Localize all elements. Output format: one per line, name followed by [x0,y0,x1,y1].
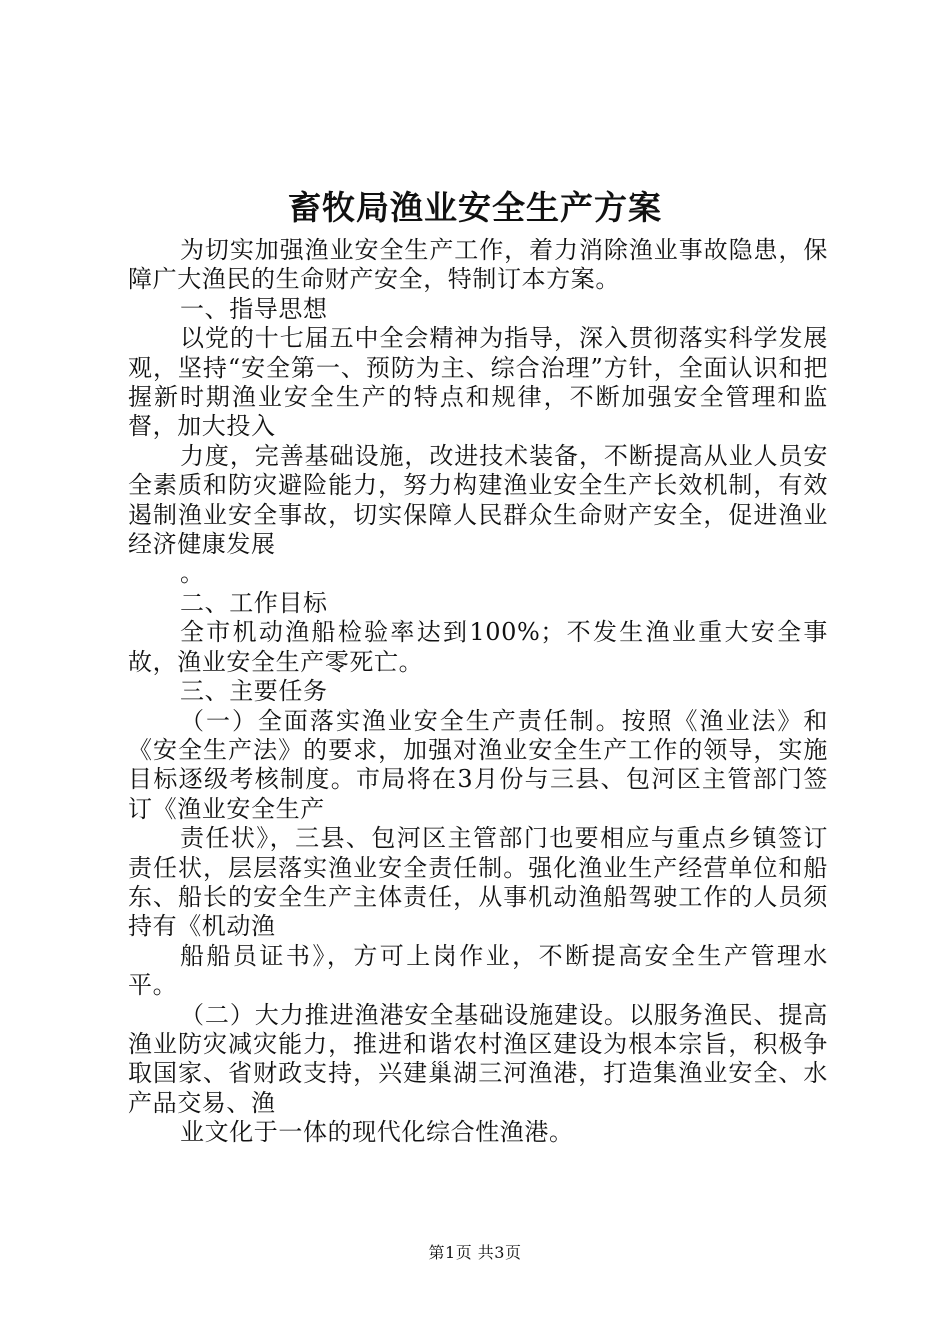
document-body [128,236,828,1148]
paragraph-task-one-cont: 责任状》，三县、包河区主管部门也要相应与重点乡镇签订责任状，层层落实渔业安全责任制。强化渔业生产经营单位和船东、船长的安全生产主体责任，从事机动渔船驾驶工作的人员须持有《机动渔 [128,824,828,941]
heading-guiding-ideology: 一、指导思想 [180,294,328,323]
paragraph-guiding-ideology-cont: 力度，完善基础设施，改进技术装备，不断提高从业人员安全素质和防灾避险能力，努力构建渔业安全生产长效机制，有效遏制渔业安全事故，切实保障人民群众生命财产安全，促进渔业经济健康发展 [128,441,828,559]
page-footer: 第1页 共3页 [428,1243,522,1262]
paragraph-period: 。 [180,559,205,588]
paragraph-task-two: （二）大力推进渔港安全基础设施建设。以服务渔民、提高渔业防灾减灾能力，推进和谐农村渔区建设为根本宗旨，积极争取国家、省财政支持，兴建巢湖三河渔港，打造集渔业安全、水产品交易、渔 [128,1000,828,1117]
paragraph-work-goals: 全市机动渔船检验率达到100%；不发生渔业重大安全事故，渔业安全生产零死亡。 [128,618,828,676]
document-title: 畜牧局渔业安全生产方案 [288,188,662,227]
paragraph-intro: 为切实加强渔业安全生产工作，着力消除渔业事故隐患，保障广大渔民的生命财产安全，特制订本方案。 [128,236,828,294]
paragraph-task-one: （一）全面落实渔业安全生产责任制。按照《渔业法》和《安全生产法》的要求，加强对渔业安全生产工作的领导，实施目标逐级考核制度。市局将在3月份与三县、包河区主管部门签订《渔业安全生产 [128,706,828,823]
paragraph-task-one-end: 船船员证书》，方可上岗作业，不断提高安全生产管理水平。 [128,941,828,1000]
heading-main-tasks: 三、主要任务 [180,677,328,706]
paragraph-task-two-cont: 业文化于一体的现代化综合性渔港。 [180,1118,574,1147]
heading-work-goals: 二、工作目标 [180,588,328,617]
paragraph-guiding-ideology: 以党的十七届五中全会精神为指导，深入贯彻落实科学发展观，坚持“安全第一、预防为主、综合治理”方针，全面认识和把握新时期渔业安全生产的特点和规律，不断加强安全管理和监督，加大投入 [128,324,828,441]
